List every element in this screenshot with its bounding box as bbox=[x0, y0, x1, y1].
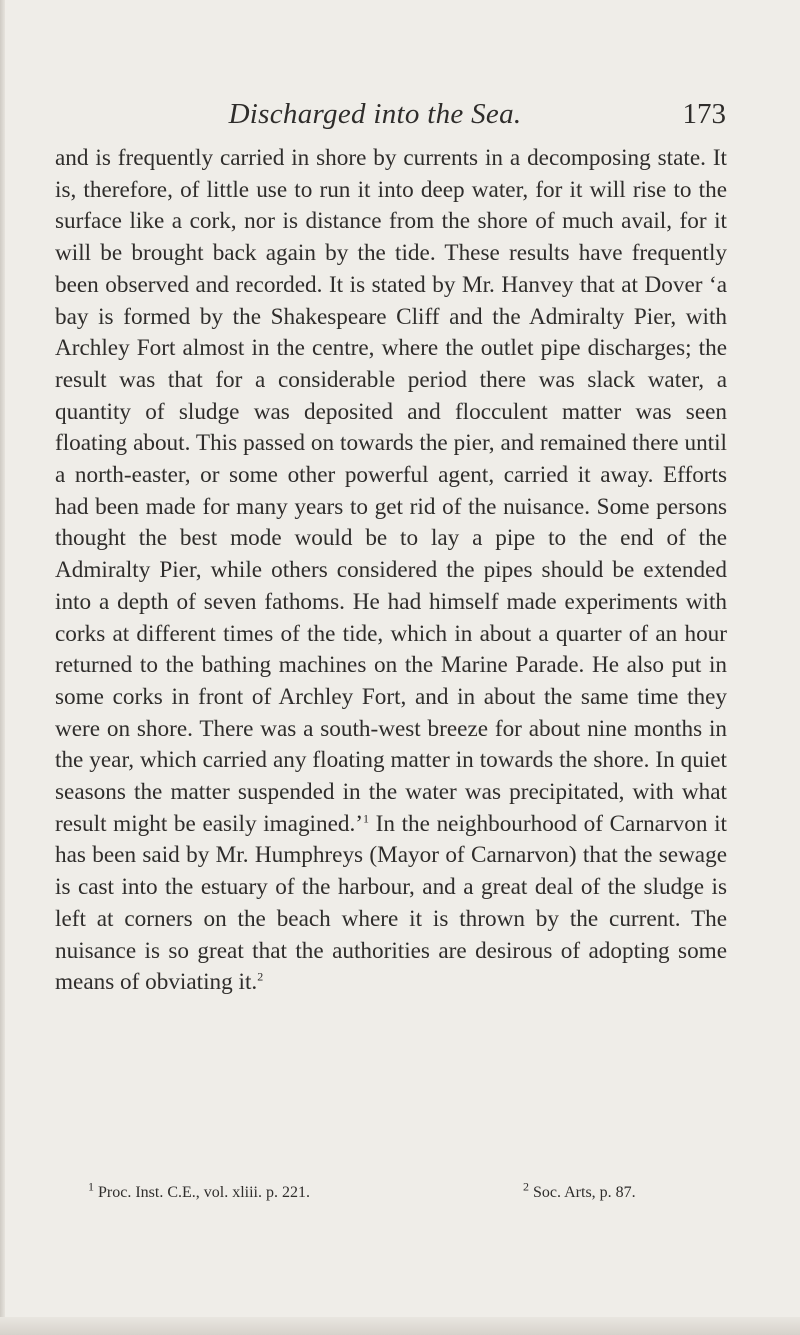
footnote-2 bbox=[523, 1179, 636, 1203]
page-header bbox=[0, 98, 800, 138]
running-head: Discharged into the Sea. bbox=[228, 98, 522, 130]
footnote-1-text: Proc. Inst. C.E., vol. xliii. p. 221. bbox=[94, 1184, 310, 1201]
footnotes bbox=[88, 1179, 728, 1205]
page-binding-edge bbox=[0, 0, 5, 1335]
footnote-2-text: Soc. Arts, p. 87. bbox=[529, 1184, 636, 1201]
page-bottom-edge bbox=[0, 1317, 800, 1335]
footnote-1-mark: 1 bbox=[88, 1179, 94, 1194]
footnote-ref-1: 1 bbox=[363, 811, 369, 826]
footnote-2-mark: 2 bbox=[523, 1179, 529, 1194]
page-number: 173 bbox=[682, 98, 726, 130]
paragraph-continuation: In the neighbourhood of Carnarvon it has been said by Mr. Humphreys (Mayor of Carnarvon) that the sewage is cast into the estuary of the harbour, and a great deal of the sludge is left at corners on the beach where it is thrown by the current. The nuisance is so great that the authorities are desirous of adopting some means of obviating it. bbox=[55, 810, 727, 996]
body-paragraph bbox=[55, 143, 727, 999]
paragraph-text: and is frequently carried in shore by currents in a decomposing state. It is, therefore, of little use to run it into deep water, for it will rise to the surface like a cork, nor is distance from the shore of much avail, for it will be brought back again by the tide. These results have frequently been observed and recorded. It is stated by Mr. Hanvey that at Dover ‘a bay is formed by the Shakespeare Cliff and the Admiralty Pier, with Archley Fort almost in the centre, where the outlet pipe discharges; the result was that for a considerable period there was slack water, a quantity of sludge was deposited and flocculent matter was seen floating about. This passed on towards the pier, and remained there until a north-easter, or some other powerful agent, carried it away. Efforts had been made for many years to get rid of the nuisance. Some persons thought the best mode would be to lay a pipe to the end of the Admiralty Pier, while others considered the pipes should be extended into a depth of seven fathoms. He had himself made experiments with corks at different times of the tide, which in about a quarter of an hour returned to the bathing machines on the Marine Parade. He also put in some corks in front of Archley Fort, and in about the same time they were on shore. There was a south-west breeze for about nine months in the year, which carried any floating matter in towards the shore. In quiet seasons the matter suspended in the water was precipitated, with what result might be easily imagined.’ bbox=[55, 145, 727, 837]
body-text bbox=[55, 143, 727, 999]
footnote-1 bbox=[88, 1179, 310, 1203]
footnote-ref-2: 2 bbox=[257, 969, 264, 984]
